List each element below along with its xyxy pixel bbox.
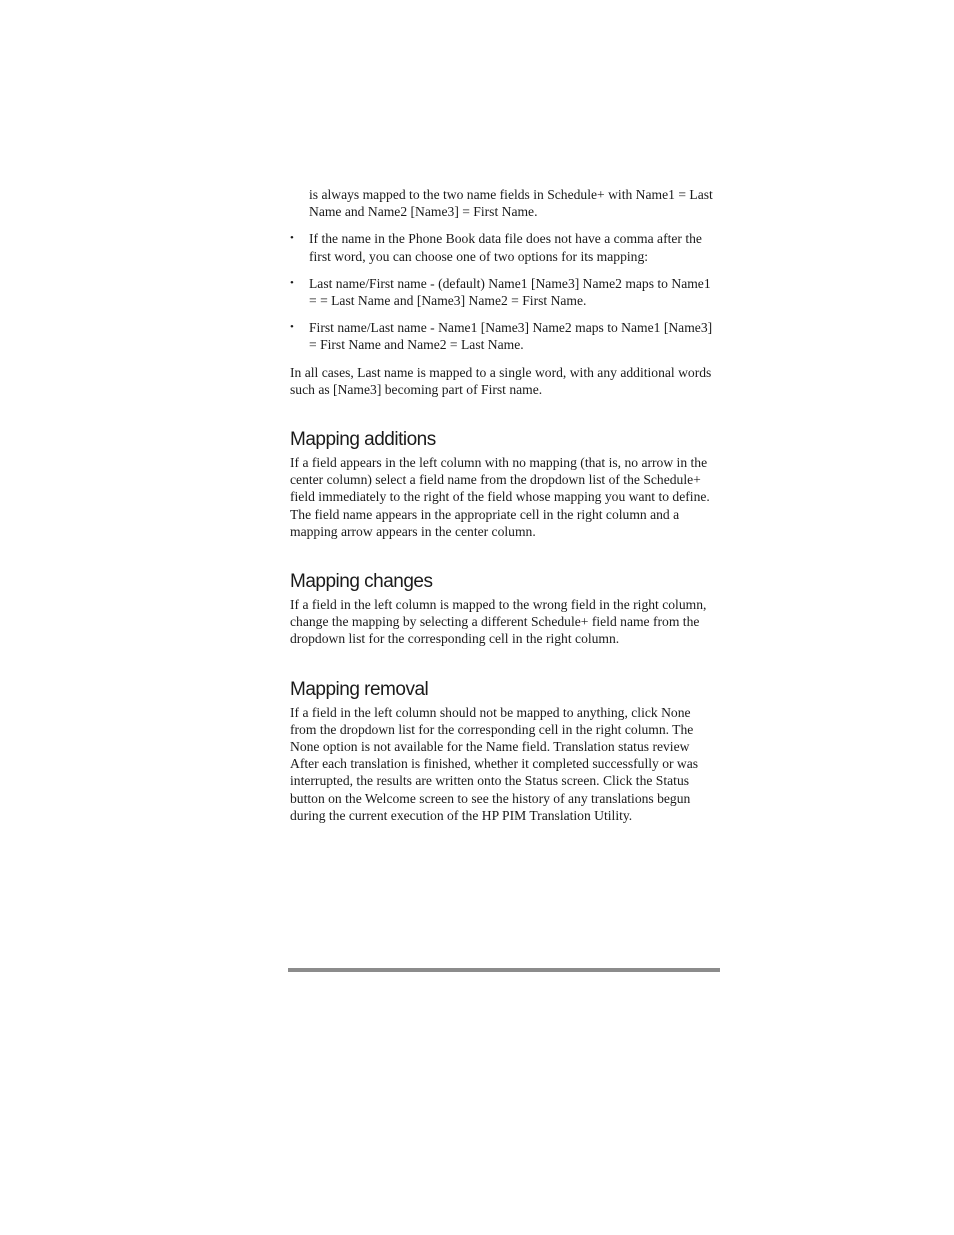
- section-body-mapping-additions: If a field appears in the left column with no mapping (that is, no arrow in the center column) select a field name from the dropdown list of the Schedule+ field immediately to the right of the field whose mapping you want to define. The field name appears in the appropriate cell in the right column and a mapping arrow appears in the center column.: [290, 455, 710, 539]
- list-item-text: Last name/First name - (default) Name1 [Name3] Name2 maps to Name1 = = Last Name and [Name3] Name2 = First Name.: [309, 275, 711, 309]
- section-body-mapping-changes: If a field in the left column is mapped to the wrong field in the right column, change the mapping by selecting a different Schedule+ field name from the dropdown list for the corresponding cell in the right column.: [290, 597, 707, 647]
- bullet-icon: •: [290, 276, 294, 289]
- list-item-text: First name/Last name - Name1 [Name3] Name2 maps to Name1 [Name3] = First Name and Name2 = Last Name.: [309, 320, 713, 353]
- footer-rule: [288, 968, 720, 972]
- section-heading-mapping-removal: Mapping removal: [290, 678, 429, 700]
- bullet-icon: •: [290, 321, 294, 334]
- bullet-list: [290, 230, 720, 353]
- list-item-text: If the name in the Phone Book data file does not have a comma after the first word, you can choose one of two options for its mapping:: [309, 231, 702, 264]
- section-heading-mapping-additions: Mapping additions: [290, 429, 436, 451]
- list-item: [290, 319, 720, 353]
- list-item: [290, 230, 720, 264]
- intro-continuation: is always mapped to the two name fields in Schedule+ with Name1 = Last Name and Name2 [Name3] = First Name.: [309, 187, 713, 220]
- all-cases-paragraph: In all cases, Last name is mapped to a single word, with any additional words such as [Name3] becoming part of First name.: [290, 364, 712, 397]
- text-column: [290, 186, 720, 824]
- bullet-icon: •: [290, 232, 294, 245]
- list-item: [290, 275, 720, 309]
- section-heading-mapping-changes: Mapping changes: [290, 571, 433, 593]
- section-body-mapping-removal: If a field in the left column should not be mapped to anything, click None from the dropdown list for the corresponding cell in the right column. The None option is not available for the Name field. Translation status review After each translation is finished, whether it completed successfully or was interrupted, the results are written onto the Status screen. Click the Status button on the Welcome screen to see the history of any translations begun during the current execution of the HP PIM Translation Utility.: [290, 704, 699, 823]
